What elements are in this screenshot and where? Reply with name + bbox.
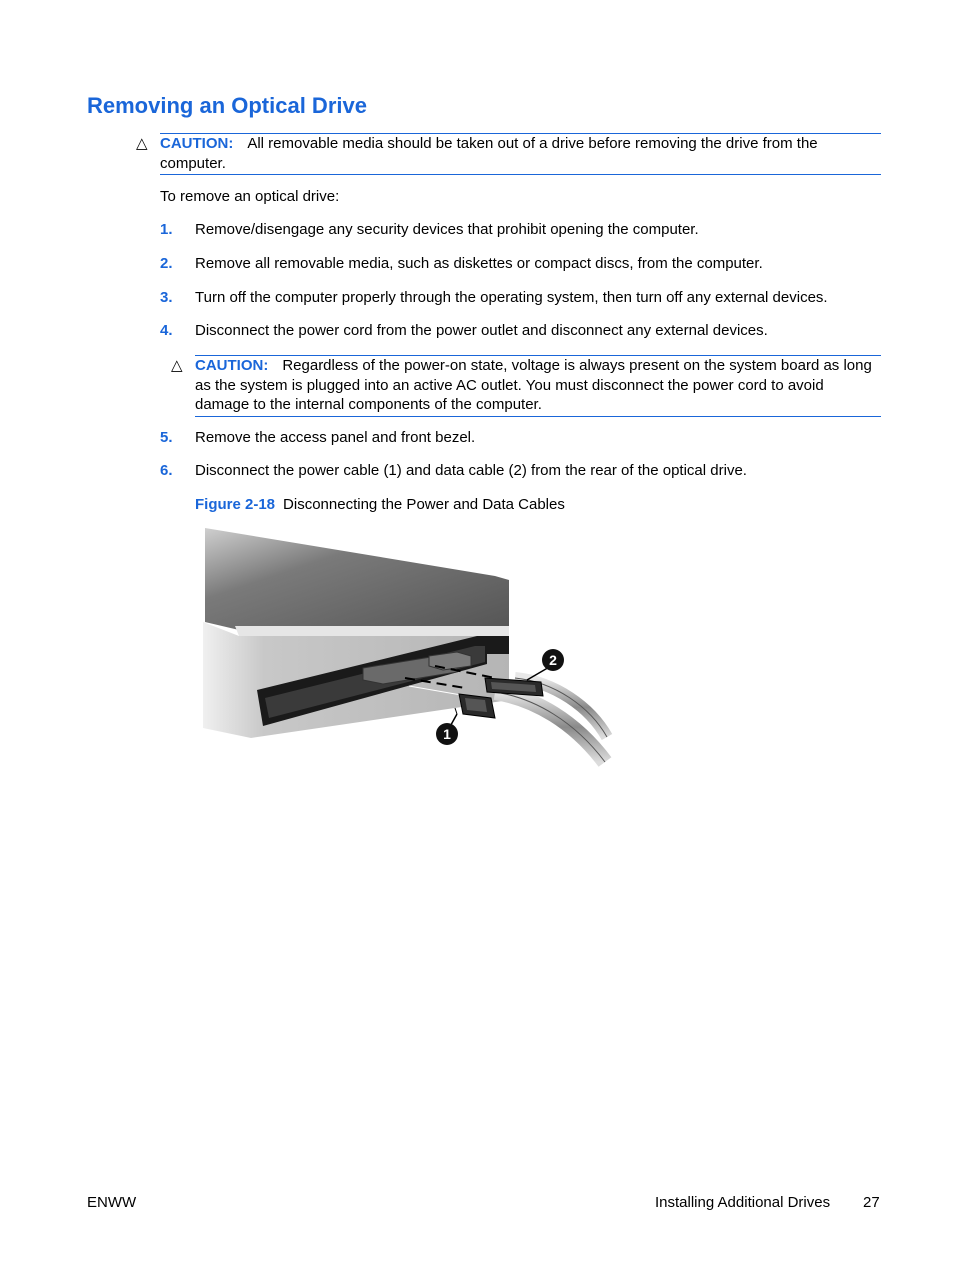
- figure-caption: [195, 495, 565, 514]
- step-number: 6.: [160, 462, 173, 479]
- step-text: Remove/disengage any security devices that prohibit opening the computer.: [195, 221, 699, 238]
- step-text: Turn off the computer properly through the operating system, then turn off any external devices.: [195, 289, 828, 306]
- page-title: Removing an Optical Drive: [87, 93, 367, 118]
- step-text: Disconnect the power cable (1) and data cable (2) from the rear of the optical drive.: [195, 462, 747, 479]
- optical-drive-illustration: [195, 522, 615, 778]
- step-text: Remove the access panel and front bezel.: [195, 429, 476, 446]
- warning-triangle-icon: △: [171, 357, 183, 374]
- caution-label: CAUTION:: [195, 357, 269, 374]
- callout-2-label: 2: [549, 652, 557, 668]
- step-number: 4.: [160, 322, 173, 339]
- caution-label: CAUTION:: [160, 135, 234, 152]
- footer-section: Installing Additional Drives: [655, 1194, 831, 1211]
- callout-1: [436, 723, 458, 745]
- page-number: 27: [863, 1194, 880, 1211]
- step-number: 3.: [160, 289, 173, 306]
- optical-drive-svg: [195, 522, 615, 778]
- figure-caption-text: Disconnecting the Power and Data Cables: [283, 496, 565, 513]
- step-number: 2.: [160, 255, 173, 272]
- caution-box: [171, 355, 881, 417]
- step-number: 1.: [160, 221, 173, 238]
- step-text: Remove all removable media, such as diskettes or compact discs, from the computer.: [195, 255, 763, 272]
- step-text: Disconnect the power cord from the power outlet and disconnect any external devices.: [195, 322, 768, 339]
- drive-top-face: [205, 528, 509, 630]
- warning-triangle-icon: △: [136, 135, 148, 152]
- callout-2: [542, 649, 564, 671]
- intro-text: To remove an optical drive:: [160, 188, 340, 205]
- caution-text: Regardless of the power-on state, voltage is always present on the system board as long as the system is plugged into an active AC outlet. You must disconnect the power cord to avoid damage to the internal components of the computer.: [195, 357, 872, 413]
- footer-left: ENWW: [87, 1194, 137, 1211]
- caution-text: All removable media should be taken out of a drive before removing the drive from the computer.: [160, 135, 818, 172]
- figure-label: Figure 2-18: [195, 496, 276, 513]
- caution-box: [136, 133, 881, 175]
- step-number: 5.: [160, 429, 173, 446]
- callout-1-label: 1: [443, 726, 451, 742]
